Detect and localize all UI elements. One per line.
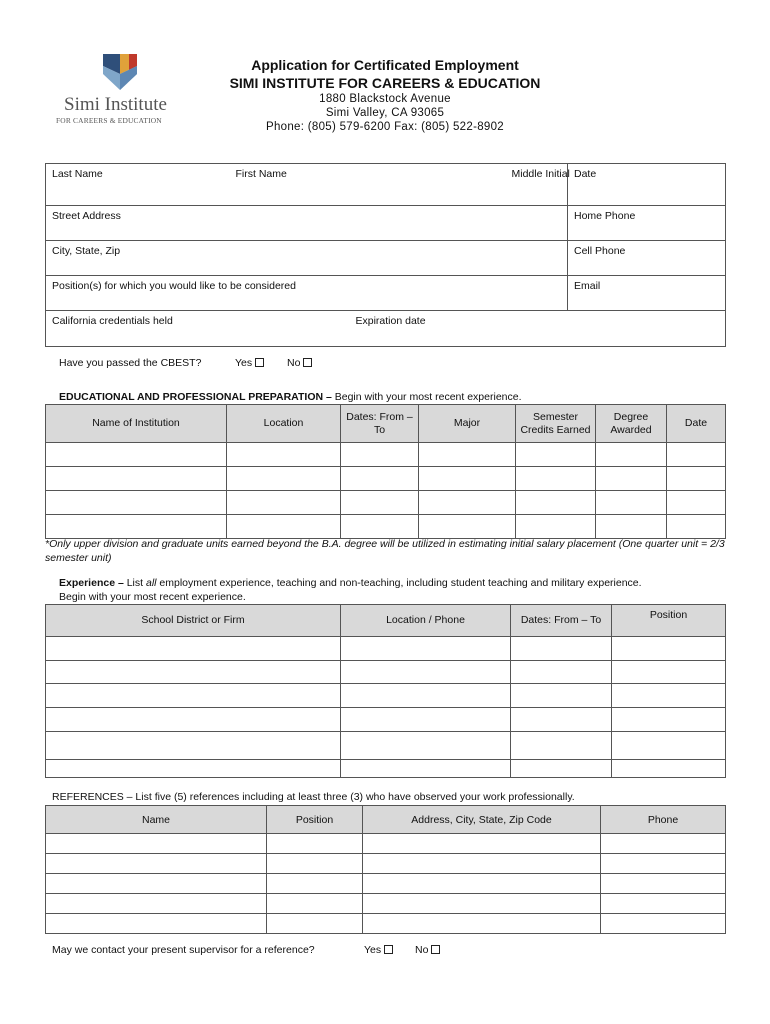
contact-no-label: No — [415, 944, 429, 956]
table-row[interactable] — [46, 637, 726, 661]
col-ref-phone: Phone — [601, 806, 726, 834]
table-row[interactable] — [46, 708, 726, 732]
email-label: Email — [574, 280, 601, 292]
col-dates — [341, 405, 419, 443]
units-note: *Only upper division and graduate units earned beyond the B.A. degree will be utilized in estimating initial salary placement (One quarter unit = 2/3 semester unit) — [45, 538, 725, 564]
col-ref-name: Name — [46, 806, 267, 834]
contact-supervisor-question: May we contact your present supervisor for a reference? — [52, 944, 315, 956]
education-heading-rest: Begin with your most recent experience. — [331, 391, 522, 403]
col-degree-awarded: Degree Awarded — [596, 405, 667, 443]
col-ref-address: Address, City, State, Zip Code — [363, 806, 601, 834]
contact-yes-checkbox[interactable] — [384, 945, 393, 954]
form-header — [190, 57, 580, 133]
email-field[interactable] — [568, 276, 726, 311]
education-table — [45, 404, 726, 539]
experience-heading — [59, 577, 729, 604]
table-row[interactable] — [46, 874, 726, 894]
date-label: Date — [574, 168, 597, 180]
address-line-2: Simi Valley, CA 93065 — [325, 107, 445, 119]
table-row[interactable] — [46, 914, 726, 934]
first-name-label: First Name — [235, 168, 287, 180]
cbest-no-label: No — [287, 357, 301, 369]
contact-yes-label: Yes — [364, 944, 382, 956]
street-address-field[interactable] — [46, 206, 568, 241]
col-dates-label: Dates: From – To — [346, 410, 413, 436]
table-row[interactable] — [46, 854, 726, 874]
table-row[interactable] — [46, 760, 726, 778]
contact-yes-option[interactable] — [364, 944, 393, 956]
experience-table — [45, 604, 726, 778]
cbest-no-option[interactable] — [287, 357, 312, 369]
middle-initial-field[interactable] — [348, 164, 568, 206]
col-exp-dates: Dates: From – To — [511, 605, 612, 637]
contact-no-option[interactable] — [415, 944, 440, 956]
form-title: Application for Certificated Employment — [251, 57, 519, 73]
logo-tagline: FOR CAREERS & EDUCATION — [56, 116, 162, 125]
col-position: Position — [612, 605, 726, 637]
credentials-label: California credentials held — [52, 315, 173, 327]
logo-name: Simi Institute — [64, 94, 167, 115]
col-ref-position: Position — [267, 806, 363, 834]
table-row[interactable] — [46, 732, 726, 760]
cell-phone-label: Cell Phone — [574, 245, 626, 257]
col-location-phone: Location / Phone — [341, 605, 511, 637]
col-major: Major — [419, 405, 516, 443]
phone-fax: Phone: (805) 579-6200 Fax: (805) 522-8902 — [266, 121, 504, 133]
experience-heading-bold: Experience – — [59, 577, 124, 589]
col-school-district: School District or Firm — [46, 605, 341, 637]
middle-initial-label: Middle Initial — [511, 168, 570, 180]
last-name-label: Last Name — [52, 168, 103, 180]
table-row[interactable] — [46, 894, 726, 914]
table-row[interactable] — [46, 491, 726, 515]
positions-label: Position(s) for which you would like to be considered — [52, 280, 296, 292]
table-row[interactable] — [46, 515, 726, 539]
last-name-field[interactable] — [46, 164, 230, 206]
references-heading: REFERENCES – List five (5) references including at least three (3) who have observed your work professionally. — [52, 791, 575, 803]
positions-field[interactable] — [46, 276, 568, 311]
table-row[interactable] — [46, 834, 726, 854]
table-row[interactable] — [46, 443, 726, 467]
date-field[interactable] — [568, 164, 726, 206]
home-phone-label: Home Phone — [574, 210, 636, 222]
table-row[interactable] — [46, 467, 726, 491]
education-heading-bold: EDUCATIONAL AND PROFESSIONAL PREPARATION – — [59, 391, 332, 403]
first-name-field[interactable] — [230, 164, 348, 206]
cbest-question: Have you passed the CBEST? — [59, 357, 202, 369]
expiration-date-field[interactable] — [348, 311, 726, 347]
home-phone-field[interactable] — [568, 206, 726, 241]
cbest-no-checkbox[interactable] — [303, 358, 312, 367]
city-state-zip-field[interactable] — [46, 241, 568, 276]
address-line-1: 1880 Blackstock Avenue — [319, 93, 451, 105]
references-table — [45, 805, 726, 934]
credentials-field[interactable] — [46, 311, 348, 347]
expiration-date-label: Expiration date — [355, 315, 426, 327]
experience-heading-mid: List — [123, 577, 146, 589]
table-row[interactable] — [46, 661, 726, 684]
personal-info-table — [45, 163, 726, 347]
table-row[interactable] — [46, 684, 726, 708]
city-state-zip-label: City, State, Zip — [52, 245, 121, 257]
cell-phone-field[interactable] — [568, 241, 726, 276]
cbest-yes-label: Yes — [235, 357, 253, 369]
col-location: Location — [227, 405, 341, 443]
shield-logo-icon — [101, 52, 139, 92]
experience-heading-rest: employment experience, teaching and non-teaching, including student teaching and military experience. — [156, 577, 642, 589]
logo — [56, 52, 196, 132]
org-name: SIMI INSTITUTE FOR CAREERS & EDUCATION — [229, 75, 541, 91]
col-semester-credits: Semester Credits Earned — [516, 405, 596, 443]
col-date: Date — [667, 405, 726, 443]
contact-no-checkbox[interactable] — [431, 945, 440, 954]
education-heading — [59, 391, 522, 403]
cbest-yes-checkbox[interactable] — [255, 358, 264, 367]
experience-heading-italic: all — [145, 577, 157, 589]
street-address-label: Street Address — [52, 210, 121, 222]
cbest-yes-option[interactable] — [235, 357, 264, 369]
col-institution: Name of Institution — [46, 405, 227, 443]
experience-heading-line2: Begin with your most recent experience. — [59, 590, 246, 603]
